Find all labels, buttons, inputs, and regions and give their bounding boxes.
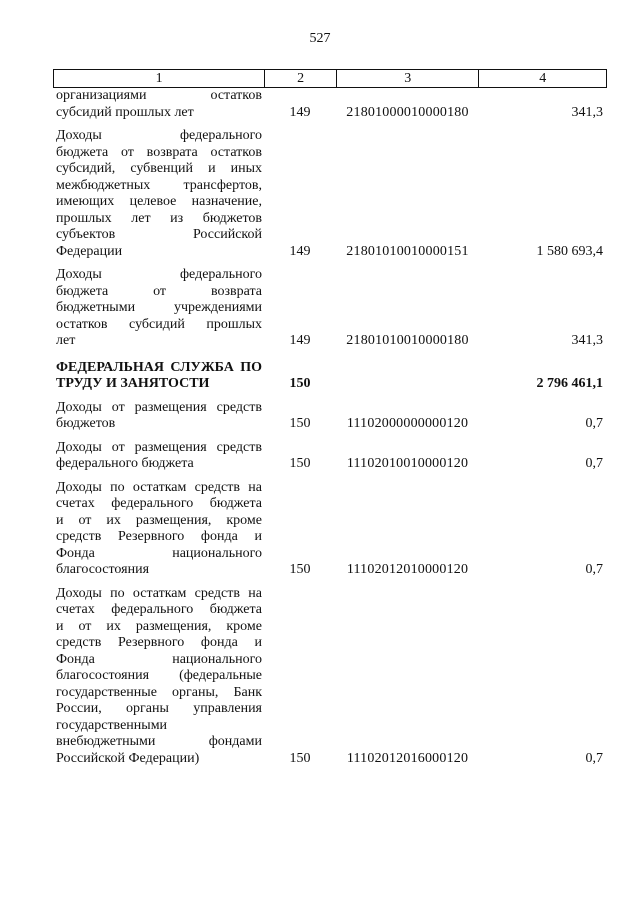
admin-code: 149 <box>289 243 311 259</box>
row-description <box>53 440 264 473</box>
table-row <box>53 267 607 350</box>
description-line: бюджета от возврата остатков <box>56 144 262 160</box>
budget-classification-code: 21801010010000151 <box>346 243 469 259</box>
description-line: и от их размещения, кроме <box>56 512 262 528</box>
description-line: остатков субсидий прошлых <box>56 316 262 332</box>
description-line: субсидий, субвенций и иных <box>56 161 262 176</box>
description-line: имеющих целевое назначение, <box>56 194 262 209</box>
table-row <box>53 440 607 473</box>
row-description <box>53 267 264 350</box>
table-header <box>53 69 607 88</box>
admin-code: 150 <box>289 416 311 431</box>
description-line: Доходы от размещения средств <box>56 399 262 415</box>
description-line: федерального бюджета <box>56 456 194 471</box>
amount-value: 1 580 693,4 <box>536 243 603 259</box>
table-row <box>53 128 607 260</box>
row-description <box>53 586 264 768</box>
description-line: ФЕДЕРАЛЬНАЯ СЛУЖБА ПО <box>56 359 262 375</box>
admin-code: 150 <box>289 456 311 471</box>
row-description <box>53 88 264 121</box>
amount-value: 2 796 461,1 <box>536 376 603 391</box>
table-row <box>53 586 607 768</box>
admin-code: 149 <box>289 104 311 120</box>
description-line: Доходы федерального <box>56 128 262 143</box>
description-line: Доходы по остаткам средств на <box>56 479 262 495</box>
table-row <box>53 480 607 579</box>
row-description <box>53 480 264 579</box>
budget-classification-code: 21801000010000180 <box>346 104 469 120</box>
budget-classification-code: 21801010010000180 <box>346 333 469 348</box>
description-line: бюджетными учреждениями <box>56 300 262 315</box>
description-line: лет <box>56 333 76 348</box>
admin-code: 149 <box>289 333 311 348</box>
description-line: межбюджетных трансфертов, <box>56 177 262 193</box>
description-line: Фонда национального <box>56 545 262 561</box>
page-number: 527 <box>309 31 331 46</box>
table-body <box>53 88 607 767</box>
budget-classification-code: 11102012010000120 <box>346 562 469 577</box>
description-line: бюджетов <box>56 416 116 431</box>
description-line: ТРУДУ И ЗАНЯТОСТИ <box>56 376 210 391</box>
description-line: благосостояния (федеральные <box>56 668 262 683</box>
description-line: Фонда национального <box>56 651 262 667</box>
admin-code: 150 <box>289 376 311 391</box>
description-line: государственные органы, Банк <box>56 684 262 700</box>
amount-value: 0,7 <box>585 456 603 471</box>
description-line: субсидий прошлых лет <box>56 104 194 120</box>
description-line: организациями остатков <box>56 88 262 103</box>
table-row <box>53 88 607 121</box>
amount-value: 0,7 <box>585 416 603 431</box>
description-line: бюджета от возврата <box>56 283 262 299</box>
table-row <box>53 360 607 393</box>
description-line: Доходы федерального <box>56 267 262 282</box>
row-description <box>53 400 264 433</box>
description-line: Доходы по остаткам средств на <box>56 585 262 601</box>
description-line: средств Резервного фонда и <box>56 635 262 650</box>
description-line: государственными <box>56 717 168 733</box>
row-description <box>53 360 264 393</box>
admin-code: 150 <box>289 562 311 577</box>
description-line: прошлых лет из бюджетов <box>56 210 262 226</box>
amount-value: 0,7 <box>585 562 603 577</box>
budget-classification-code: 11102012016000120 <box>346 750 469 766</box>
description-line: и от их размещения, кроме <box>56 618 262 634</box>
revenue-table <box>53 69 607 774</box>
description-line: России, органы управления <box>56 701 262 716</box>
description-line: субъектов Российской <box>56 227 262 242</box>
description-line: внебюджетными фондами <box>56 734 262 749</box>
budget-classification-code: 11102000000000120 <box>346 416 469 431</box>
header-col-3: 3 <box>336 70 478 87</box>
description-line: счетах федерального бюджета <box>56 602 262 617</box>
description-line: Доходы от размещения средств <box>56 439 262 455</box>
amount-value: 341,3 <box>571 333 603 348</box>
header-col-2: 2 <box>264 70 336 87</box>
table-row <box>53 400 607 433</box>
admin-code: 150 <box>289 750 311 766</box>
header-col-4: 4 <box>478 70 606 87</box>
description-line: благосостояния <box>56 562 150 577</box>
amount-value: 0,7 <box>585 750 603 766</box>
description-line: Российской Федерации) <box>56 750 200 766</box>
amount-value: 341,3 <box>571 104 603 120</box>
description-line: средств Резервного фонда и <box>56 529 262 544</box>
description-line: Федерации <box>56 243 123 259</box>
description-line: счетах федерального бюджета <box>56 496 262 511</box>
row-description <box>53 128 264 260</box>
header-col-1: 1 <box>155 71 163 86</box>
budget-classification-code: 11102010010000120 <box>346 456 469 471</box>
